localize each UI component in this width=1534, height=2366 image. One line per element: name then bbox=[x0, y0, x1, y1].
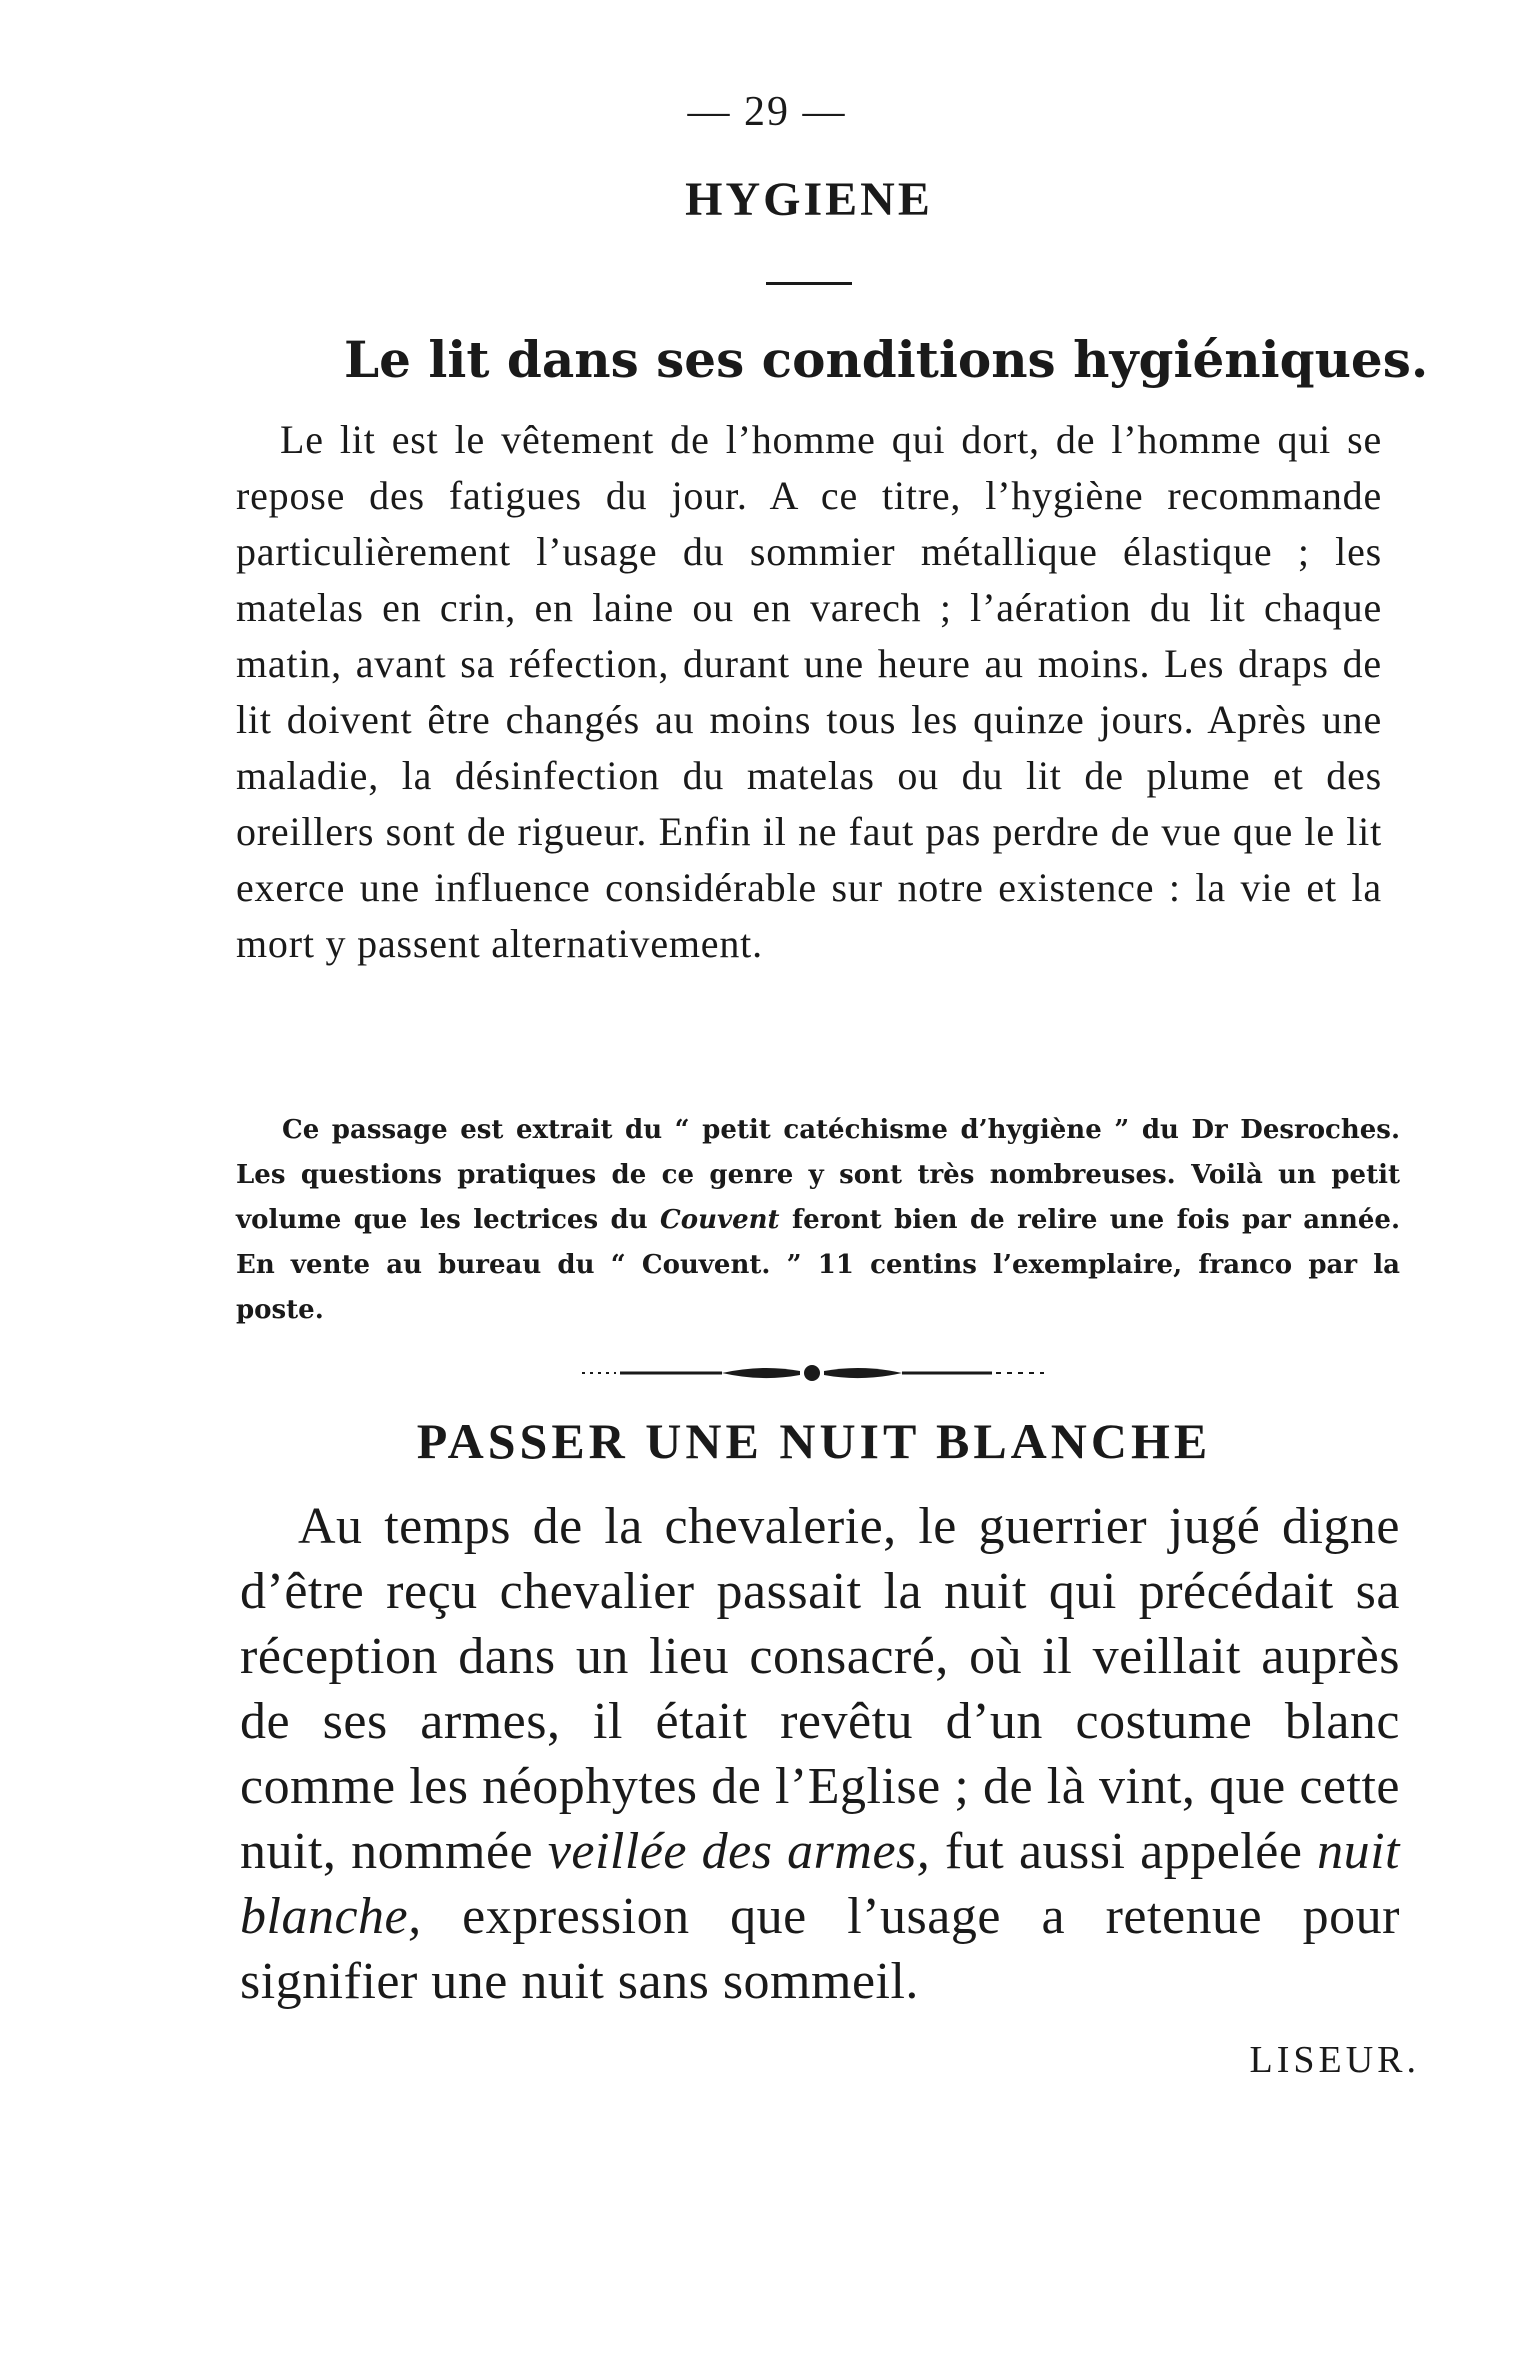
nuit-blanche-text-1: Au temps de la chevalerie, le guerrier jugé digne d’être reçu chevalier passait la nuit qui précédait sa réception dans un lieu consacré, où il veillait auprès de ses armes, il était revêtu d’un costume blanc comme les néophytes de l’Eglise ; de là vint, que cette nuit, nommée bbox=[240, 1498, 1400, 1880]
nuit-blanche-italic-2: nuit blanche, bbox=[240, 1823, 1400, 1945]
page-number: — 29 — bbox=[687, 89, 847, 135]
source-note-text-2: feront bien de relire une fois par année. En vente au bureau du “ Couvent. ” 11 centins l’exemplaire, franco par la poste. bbox=[236, 1205, 1400, 1325]
nuit-blanche-italic-1: veillée des armes, bbox=[547, 1823, 931, 1880]
section-title-nuit-blanche: PASSER UNE NUIT BLANCHE bbox=[416, 1413, 1212, 1469]
title-divider bbox=[766, 282, 852, 285]
article-subtitle: Le lit dans ses conditions hygiéniques. bbox=[344, 330, 1429, 389]
source-note-italic: Couvent bbox=[660, 1205, 780, 1235]
hygiene-paragraph: Le lit est le vêtement de l’homme qui dort, de l’homme qui se repose des fatigues du jour. A ce titre, l’hygiène recommande particulièrement l’usage du sommier métallique élastique ; les matelas en crin, en laine ou en varech ; l’aération du lit chaque matin, avant sa réfection, durant une heure au moins. Les draps de lit doivent être changés au moins tous les quinze jours. Après une maladie, la désinfection du matelas ou du lit de plume et des oreillers sont de rigueur. Enfin il ne faut pas perdre de vue que le lit exerce une influence considérable sur notre existence : la vie et la mort y passent alternativement. bbox=[236, 417, 1382, 966]
author-signature: LISEUR. bbox=[1249, 2039, 1420, 2081]
source-note-text-1: Ce passage est extrait du “ petit catéchisme d’hygiène ” du Dr Desroches. Les questions pratiques de ce genre y sont très nombreuses. Voilà un petit volume que les lectrices du bbox=[236, 1115, 1400, 1235]
ornamental-divider bbox=[572, 1358, 1052, 1388]
nuit-blanche-text-2: fut aussi appelée bbox=[930, 1823, 1318, 1880]
section-title-hygiene: HYGIENE bbox=[685, 173, 933, 226]
ornament-icon bbox=[572, 1358, 1052, 1388]
source-note bbox=[236, 1108, 1400, 1333]
nuit-blanche-paragraph bbox=[240, 1494, 1400, 2014]
nuit-blanche-text-3: expression que l’usage a retenue pour signifier une nuit sans sommeil. bbox=[240, 1888, 1400, 2010]
